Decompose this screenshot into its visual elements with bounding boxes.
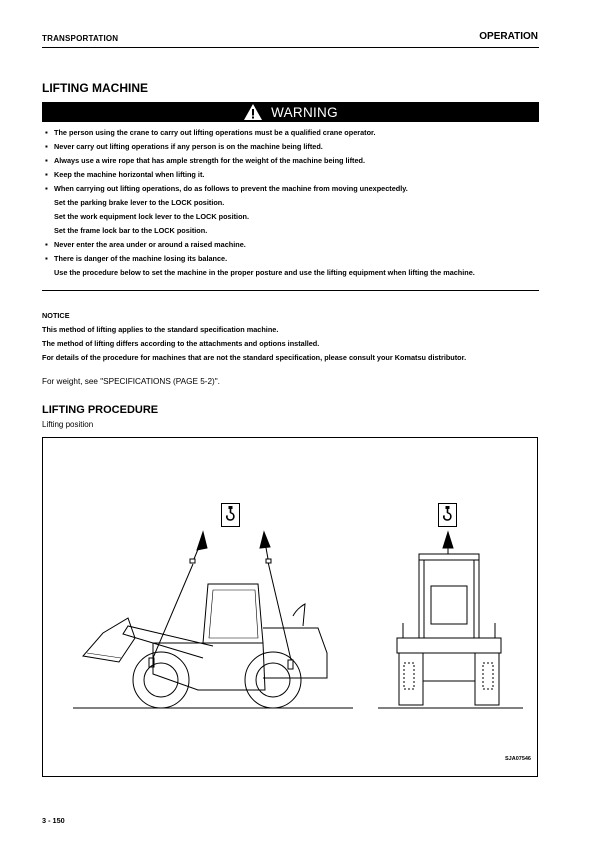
warning-list xyxy=(42,126,539,280)
notice-line: This method of lifting applies to the standard specification machine. xyxy=(42,325,279,334)
header-rule xyxy=(42,47,539,48)
page-title: LIFTING MACHINE xyxy=(42,81,148,95)
section-title: LIFTING PROCEDURE xyxy=(42,404,159,416)
warning-banner xyxy=(42,102,539,122)
lifting-figure xyxy=(42,437,538,777)
warning-end-rule xyxy=(42,290,539,291)
figure-code: SJA07546 xyxy=(505,756,531,762)
notice-block xyxy=(42,309,466,365)
warning-sub-item: Use the procedure below to set the machine in the proper posture and use the lifting equipment when lifting the machine. xyxy=(54,268,475,277)
warning-bullet-item: ▪ There is danger of the machine losing its balance. xyxy=(42,252,539,266)
page-number: 3 - 150 xyxy=(42,816,65,825)
hook-icon xyxy=(438,503,457,527)
lifting-illustration xyxy=(43,438,539,778)
loader-side-view xyxy=(73,584,353,708)
loader-front-view xyxy=(378,554,523,708)
hook-icon xyxy=(221,503,240,527)
notice-line: The method of lifting differs according to the attachments and options installed. xyxy=(42,339,320,348)
notice-heading: NOTICE xyxy=(42,311,70,320)
weight-reference: For weight, see "SPECIFICATIONS (PAGE 5-2)". xyxy=(42,377,220,386)
warning-label: WARNING xyxy=(271,104,338,120)
warning-triangle-icon xyxy=(243,103,263,121)
section-subtitle: Lifting position xyxy=(42,420,94,429)
warning-bullet-item: ▪ Never carry out lifting operations if any person is on the machine being lifted. xyxy=(42,140,539,154)
warning-bullet-item: ▪ Always use a wire rope that has ample strength for the weight of the machine being lifted. xyxy=(42,154,539,168)
header-section: TRANSPORTATION xyxy=(42,34,119,43)
warning-sub-item: Set the parking brake lever to the LOCK position. xyxy=(54,198,225,207)
warning-sub-item: Set the frame lock bar to the LOCK position. xyxy=(54,226,208,235)
warning-bullet-item: ▪ Keep the machine horizontal when lifting it. xyxy=(42,168,539,182)
warning-bullet-item: ▪ The person using the crane to carry out lifting operations must be a qualified crane operator. xyxy=(42,126,539,140)
warning-bullet-item: ▪ When carrying out lifting operations, do as follows to prevent the machine from moving unexpectedly. xyxy=(42,182,539,196)
warning-sub-item: Set the work equipment lock lever to the LOCK position. xyxy=(54,212,250,221)
notice-line: For details of the procedure for machines that are not the standard specification, please consult your Komatsu distributor. xyxy=(42,353,467,362)
warning-bullet-item: ▪ Never enter the area under or around a raised machine. xyxy=(42,238,539,252)
header-chapter: OPERATION xyxy=(479,31,538,42)
